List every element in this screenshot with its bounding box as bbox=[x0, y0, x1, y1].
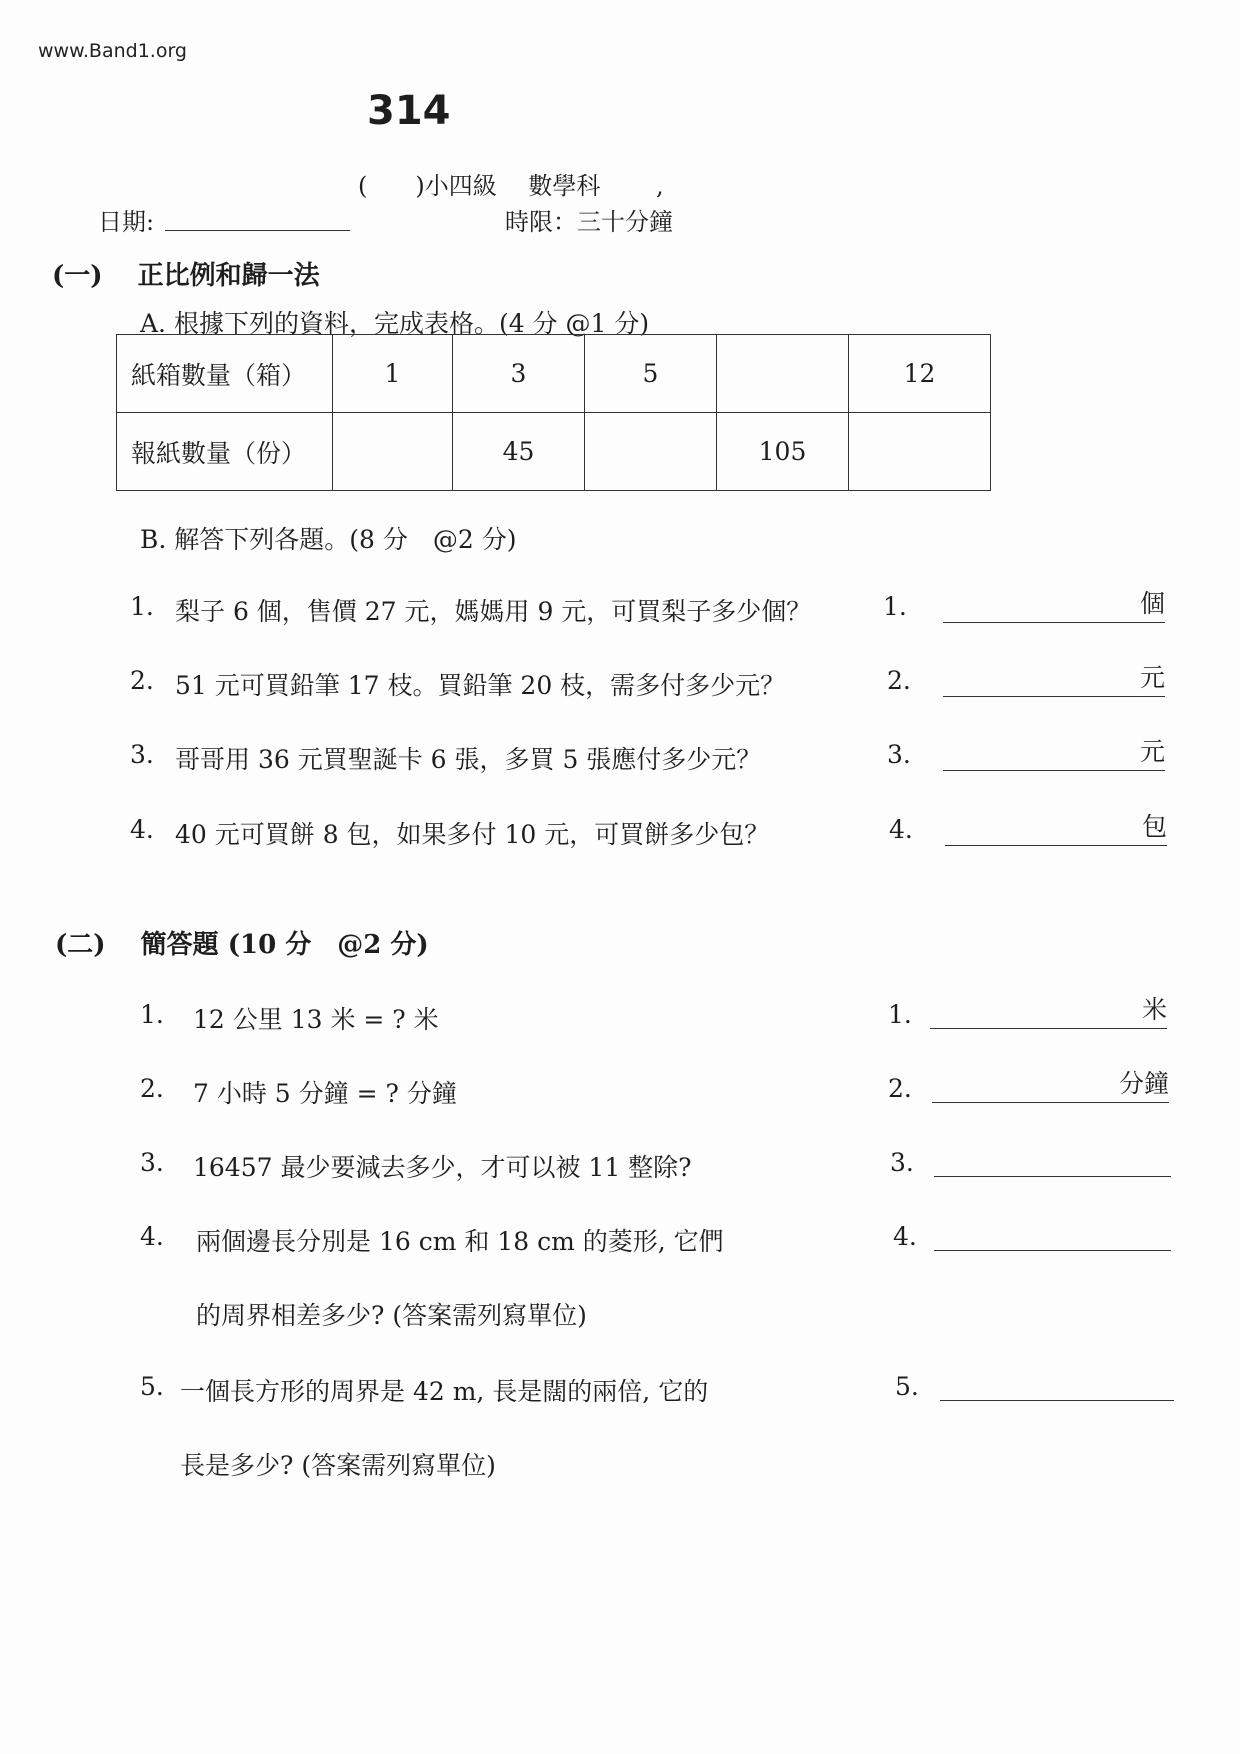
table-cell[interactable]: 1 bbox=[333, 335, 453, 413]
table-row bbox=[117, 413, 991, 491]
s2-q1-answer-number: 1. bbox=[888, 1000, 912, 1029]
answer-unit: 分鐘 bbox=[1118, 1069, 1169, 1098]
s2-q4-text-line2: 的周界相差多少? (答案需列寫單位) bbox=[196, 1301, 587, 1330]
partB-q4-answer-number: 4. bbox=[889, 815, 913, 844]
row-label-newspapers: 報紙數量（份） bbox=[117, 413, 333, 491]
ratio-table bbox=[116, 334, 991, 491]
section1-title: (一) 正比例和歸一法 bbox=[52, 261, 320, 291]
s2-q2-answer-number: 2. bbox=[888, 1074, 912, 1103]
table-row bbox=[117, 335, 991, 413]
partB-q1-answer-number: 1. bbox=[883, 592, 907, 621]
partB-q3-answer-number: 3. bbox=[887, 740, 911, 769]
date-label: 日期: bbox=[98, 208, 155, 236]
s2-q4-text: 兩個邊長分別是 16 cm 和 18 cm 的菱形, 它們 bbox=[196, 1227, 724, 1256]
paper-code: 314 bbox=[367, 88, 451, 134]
s2-q3-answer-blank[interactable] bbox=[934, 1142, 1171, 1177]
s2-q3-answer-number: 3. bbox=[890, 1148, 914, 1177]
s2-q5-number: 5. bbox=[140, 1372, 164, 1401]
s2-q3-text: 16457 最少要減去多少，才可以被 11 整除? bbox=[193, 1153, 692, 1182]
table-cell[interactable]: 3 bbox=[453, 335, 585, 413]
table-cell[interactable]: 45 bbox=[453, 413, 585, 491]
s2-q5-answer-blank[interactable] bbox=[940, 1366, 1174, 1401]
time-limit: 時限：三十分鐘 bbox=[505, 208, 673, 236]
s2-q1-number: 1. bbox=[140, 1000, 164, 1029]
partB-q1-text: 梨子 6 個，售價 27 元，媽媽用 9 元，可買梨子多少個？ bbox=[175, 597, 812, 626]
partB-q3-answer-blank[interactable] bbox=[943, 736, 1165, 771]
partB-q3-text: 哥哥用 36 元買聖誕卡 6 張，多買 5 張應付多少元？ bbox=[175, 745, 762, 774]
class-subject-line: ( )小四級 數學科 , bbox=[358, 172, 664, 200]
s2-q4-answer-blank[interactable] bbox=[934, 1216, 1171, 1251]
table-cell[interactable] bbox=[849, 413, 991, 491]
s2-q4-answer-number: 4. bbox=[893, 1222, 917, 1251]
s2-q2-text: 7 小時 5 分鐘 = ? 分鐘 bbox=[193, 1079, 457, 1108]
partB-q4-answer-blank[interactable] bbox=[945, 811, 1167, 846]
table-cell[interactable]: 105 bbox=[717, 413, 849, 491]
answer-unit: 元 bbox=[1139, 663, 1165, 692]
s2-q5-text-line2: 長是多少? (答案需列寫單位) bbox=[180, 1451, 496, 1480]
row-label-boxes: 紙箱數量（箱） bbox=[117, 335, 333, 413]
s2-q1-answer-blank[interactable] bbox=[930, 994, 1167, 1029]
s2-q2-answer-blank[interactable] bbox=[932, 1068, 1169, 1103]
partB-q2-answer-blank[interactable] bbox=[943, 662, 1165, 697]
partB-title: B. 解答下列各題。(8 分 @2 分) bbox=[140, 525, 517, 554]
table-cell[interactable]: 5 bbox=[585, 335, 717, 413]
date-blank[interactable] bbox=[165, 230, 350, 231]
partB-q2-number: 2. bbox=[130, 666, 154, 695]
table-cell[interactable] bbox=[585, 413, 717, 491]
s2-q5-text: 一個長方形的周界是 42 m, 長是闊的兩倍, 它的 bbox=[180, 1377, 709, 1406]
s2-q4-number: 4. bbox=[140, 1222, 164, 1251]
answer-unit: 米 bbox=[1141, 995, 1167, 1024]
partB-q1-number: 1. bbox=[130, 592, 154, 621]
partB-q4-number: 4. bbox=[130, 815, 154, 844]
partB-q3-number: 3. bbox=[130, 740, 154, 769]
s2-q3-number: 3. bbox=[140, 1148, 164, 1177]
s2-q2-number: 2. bbox=[140, 1074, 164, 1103]
partA-title: A. 根據下列的資料，完成表格。(4 分 @1 分) bbox=[140, 309, 650, 338]
answer-unit: 元 bbox=[1139, 737, 1165, 766]
section2-title: (二) 簡答題 (10 分 @2 分) bbox=[55, 930, 429, 960]
partB-q1-answer-blank[interactable] bbox=[943, 588, 1165, 623]
s2-q5-answer-number: 5. bbox=[895, 1372, 919, 1401]
answer-unit: 包 bbox=[1141, 812, 1167, 841]
site-url: www.Band1.org bbox=[38, 40, 187, 62]
table-cell[interactable]: 12 bbox=[849, 335, 991, 413]
partB-q4-text: 40 元可買餅 8 包，如果多付 10 元，可買餅多少包？ bbox=[175, 820, 770, 849]
s2-q1-text: 12 公里 13 米 = ? 米 bbox=[193, 1005, 439, 1034]
partB-q2-answer-number: 2. bbox=[887, 666, 911, 695]
table-cell[interactable] bbox=[333, 413, 453, 491]
table-cell[interactable] bbox=[717, 335, 849, 413]
partB-q2-text: 51 元可買鉛筆 17 枝。買鉛筆 20 枝，需多付多少元？ bbox=[175, 671, 786, 700]
answer-unit: 個 bbox=[1139, 589, 1165, 618]
